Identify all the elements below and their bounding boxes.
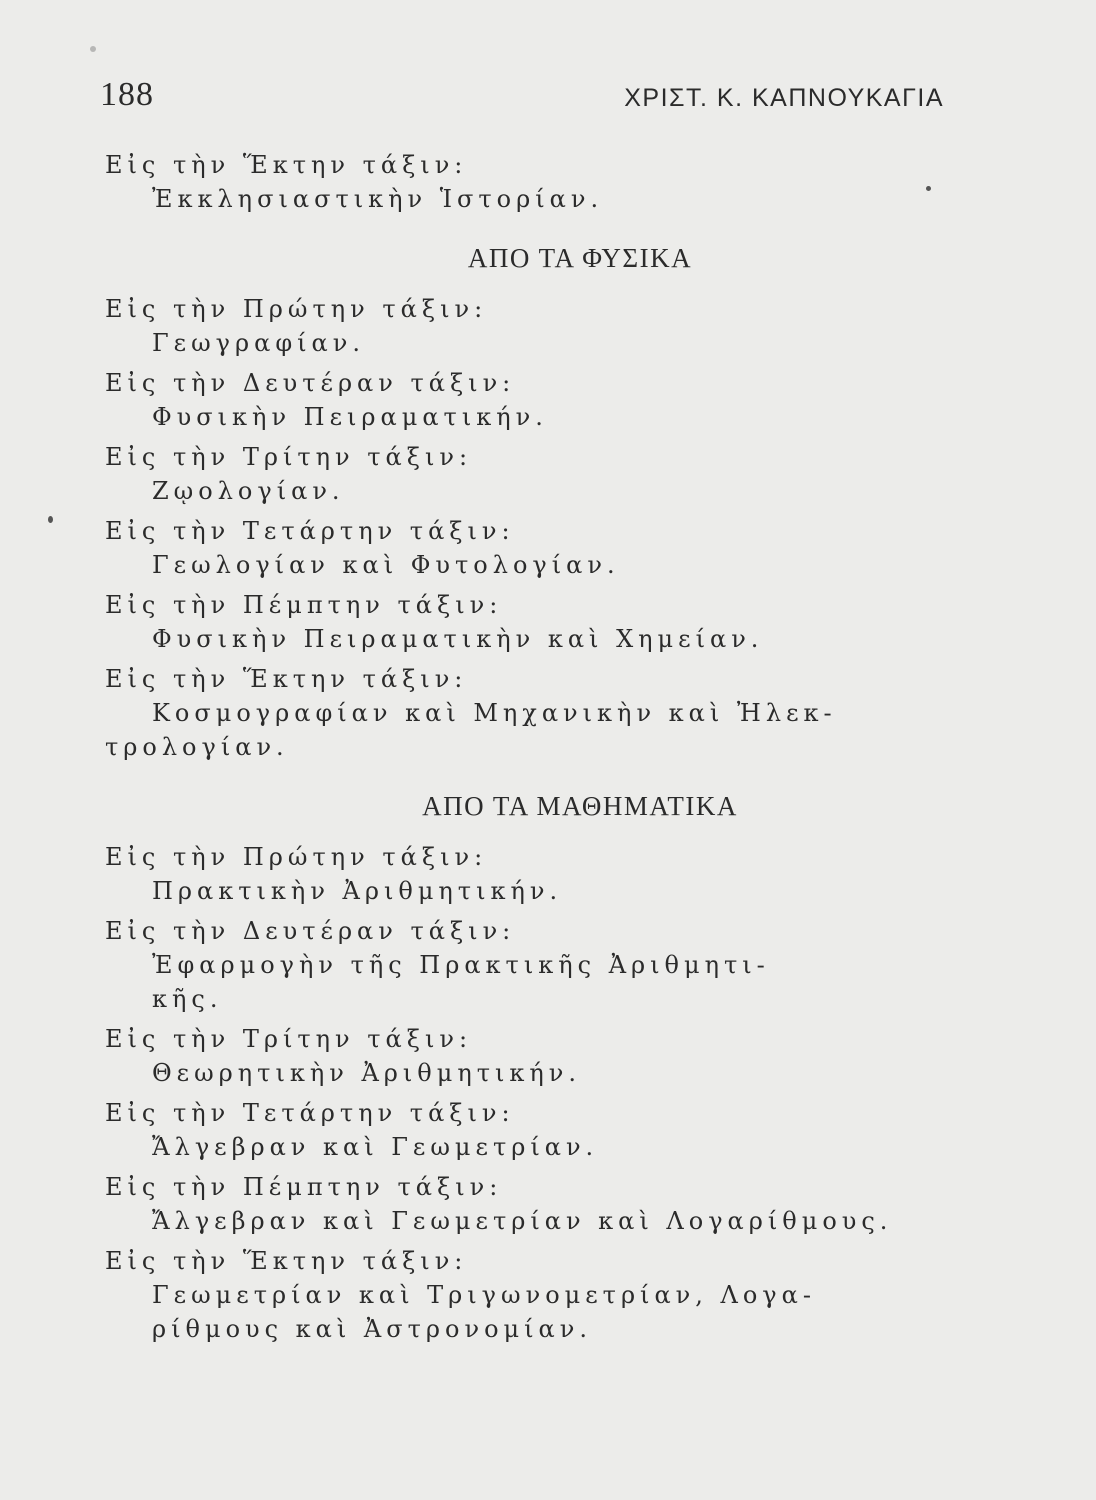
entry-subject: Πρακτικὴν Ἀριθμητικήν. xyxy=(152,877,563,905)
entry-lead: Εἰς τὴν Ἕκτην τάξιν: xyxy=(105,665,468,693)
entry-lead: Εἰς τὴν Τρίτην τάξιν: xyxy=(105,443,473,471)
entry-subject: Ἄλγεβραν καὶ Γεωμετρίαν. xyxy=(152,1133,599,1161)
entry-subject: Γεωμετρίαν καὶ Τριγωνομετρίαν, Λογα- xyxy=(152,1281,816,1309)
page-number: 188 xyxy=(100,76,154,113)
entry-lead: Εἰς τὴν Πρώτην τάξιν: xyxy=(105,295,488,323)
entry-lead: Εἰς τὴν Τετάρτην τάξιν: xyxy=(105,517,515,545)
entry-subject: Γεωγραφίαν. xyxy=(152,329,365,357)
entry-subject: Ἐκκλησιαστικὴν Ἱστορίαν. xyxy=(152,185,604,213)
section-physics xyxy=(105,292,985,764)
entry-lead: Εἰς τὴν Ἕκτην τάξιν: xyxy=(105,1247,468,1275)
entry-subject: Φυσικὴν Πειραματικὴν καὶ Χημείαν. xyxy=(152,625,764,653)
section-heading-mathematics: ΑΠΟ ΤΑ ΜΑΘΗΜΑΤΙΚΑ xyxy=(422,791,738,821)
entry-lead: Εἰς τὴν Πέμπτην τάξιν: xyxy=(105,591,503,619)
entry-lead: Εἰς τὴν Τετάρτην τάξιν: xyxy=(105,1099,515,1127)
entry-lead: Εἰς τὴν Ἕκτην τάξιν: xyxy=(105,151,468,179)
body-text xyxy=(105,148,985,1346)
page-header xyxy=(100,76,944,126)
entry-subject-continued: τρολογίαν. xyxy=(105,733,289,761)
entry-lead: Εἰς τὴν Δευτέραν τάξιν: xyxy=(105,917,516,945)
entry-subject: Ἐφαρμογὴν τῆς Πρακτικῆς Ἀριθμητι- xyxy=(152,951,770,979)
ink-speck xyxy=(48,516,53,523)
running-head: ΧΡΙΣΤ. Κ. ΚΑΠΝΟΥΚΑΓΙΑ xyxy=(624,84,944,112)
entry-lead: Εἰς τὴν Πρώτην τάξιν: xyxy=(105,843,488,871)
entry-lead: Εἰς τὴν Τρίτην τάξιν: xyxy=(105,1025,473,1053)
section-heading-physics: ΑΠΟ ΤΑ ΦΥΣΙΚΑ xyxy=(467,243,693,273)
entry-subject: Κοσμογραφίαν καὶ Μηχανικὴν καὶ Ἠλεκ- xyxy=(152,699,837,727)
entry-subject: Ἄλγεβραν καὶ Γεωμετρίαν καὶ Λογαρίθμους. xyxy=(152,1207,893,1235)
entry-subject: Γεωλογίαν καὶ Φυτολογίαν. xyxy=(152,551,620,579)
entry-subject: Φυσικὴν Πειραματικήν. xyxy=(152,403,548,431)
entry-subject: Ζῳολογίαν. xyxy=(152,477,345,505)
entry-subject-continued: ρίθμους καὶ Ἀστρονομίαν. xyxy=(152,1315,592,1343)
entry-subject-continued: κῆς. xyxy=(152,985,223,1013)
entry-subject: Θεωρητικὴν Ἀριθμητικήν. xyxy=(152,1059,582,1087)
entry-lead: Εἰς τὴν Δευτέραν τάξιν: xyxy=(105,369,516,397)
ink-speck xyxy=(926,186,931,191)
entry-lead: Εἰς τὴν Πέμπτην τάξιν: xyxy=(105,1173,503,1201)
section-mathematics xyxy=(105,840,985,1346)
ink-speck xyxy=(90,46,96,52)
